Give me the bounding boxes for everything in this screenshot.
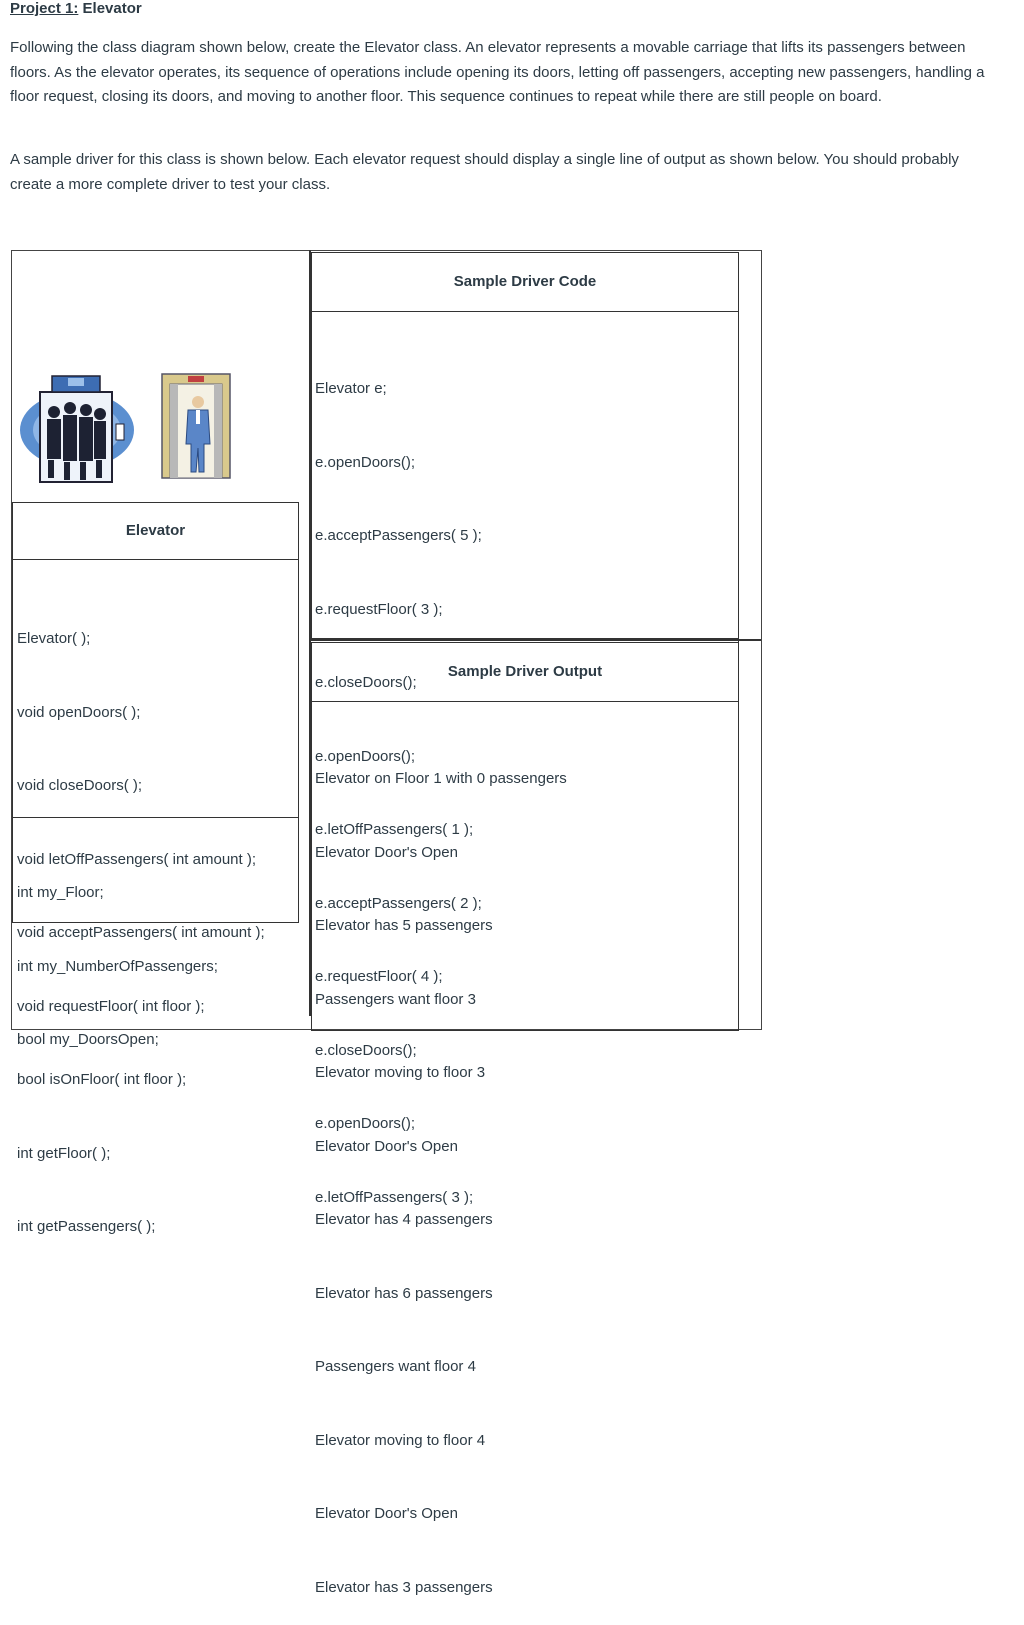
elevator-door-man-icon <box>160 372 232 480</box>
code-line: e.openDoors(); <box>315 747 416 765</box>
section-divider <box>311 639 761 641</box>
code-line: e.closeDoors(); <box>315 674 417 691</box>
code-line: e.requestFloor( 3 ); <box>315 600 443 618</box>
driver-output-lines <box>315 718 567 1625</box>
method-item: void acceptPassengers( int amount ); <box>17 924 265 941</box>
field-list <box>17 832 218 1077</box>
method-item: void requestFloor( int floor ); <box>17 997 205 1015</box>
intro-paragraph: Following the class diagram shown below, create the Elevator class. An elevator represents a movable carriage that lifts its passengers between floors. As the elevator operates, its sequence of operations include opening its doors, letting off passengers, accepting new passengers, handling a floor request, closing its doors, and moving to another floor. This sequence continues to repeat while there are still people on board. <box>10 39 985 106</box>
field-item: int my_NumberOfPassengers; <box>17 957 218 975</box>
method-item: bool isOnFloor( int floor ); <box>17 1071 187 1088</box>
code-line: Elevator e; <box>315 380 387 397</box>
output-line: Passengers want floor 3 <box>315 990 476 1008</box>
output-line: Elevator moving to floor 3 <box>315 1064 486 1081</box>
method-item: void closeDoors( ); <box>17 777 143 794</box>
method-item: int getPassengers( ); <box>17 1218 156 1235</box>
output-line: Elevator has 3 passengers <box>315 1578 493 1596</box>
method-item: int getFloor( ); <box>17 1144 111 1162</box>
output-line: Elevator Door's Open <box>315 843 458 861</box>
code-line: e.openDoors(); <box>315 453 416 471</box>
method-item: Elevator( ); <box>17 630 91 647</box>
code-line: e.closeDoors(); <box>315 1041 417 1059</box>
method-item: void openDoors( ); <box>17 703 141 721</box>
code-line: e.acceptPassengers( 2 ); <box>315 894 482 912</box>
output-line: Passengers want floor 4 <box>315 1358 476 1375</box>
output-line: Elevator has 4 passengers <box>315 1211 493 1228</box>
output-line: Elevator Door's Open <box>315 1137 458 1155</box>
field-item: bool my_DoorsOpen; <box>17 1031 159 1048</box>
method-item: void letOffPassengers( int amount ); <box>17 850 257 868</box>
output-line: Elevator on Floor 1 with 0 passengers <box>315 770 567 787</box>
driver-note-paragraph: A sample driver for this class is shown below. Each elevator request should display a single line of output as shown below. You should probably create a more complete driver to test your class. <box>10 151 959 193</box>
field-item: int my_Floor; <box>17 884 104 901</box>
code-line: e.openDoors(); <box>315 1115 416 1132</box>
elevator-crowd-icon <box>18 372 136 484</box>
driver-code-header: Sample Driver Code <box>453 273 597 290</box>
driver-output-header: Sample Driver Output <box>447 663 603 680</box>
output-line: Elevator moving to floor 4 <box>315 1431 486 1449</box>
page-title <box>10 0 142 18</box>
code-line: e.acceptPassengers( 5 ); <box>315 527 482 544</box>
code-line: e.letOffPassengers( 1 ); <box>315 821 474 838</box>
title-name: Elevator <box>78 0 142 17</box>
output-line: Elevator has 6 passengers <box>315 1284 493 1302</box>
title-prefix: Project 1: <box>10 0 79 17</box>
class-name: Elevator <box>125 522 186 539</box>
code-line: e.letOffPassengers( 3 ); <box>315 1188 474 1206</box>
code-line: e.requestFloor( 4 ); <box>315 968 443 985</box>
output-line: Elevator Door's Open <box>315 1505 458 1522</box>
output-line: Elevator has 5 passengers <box>315 917 493 934</box>
